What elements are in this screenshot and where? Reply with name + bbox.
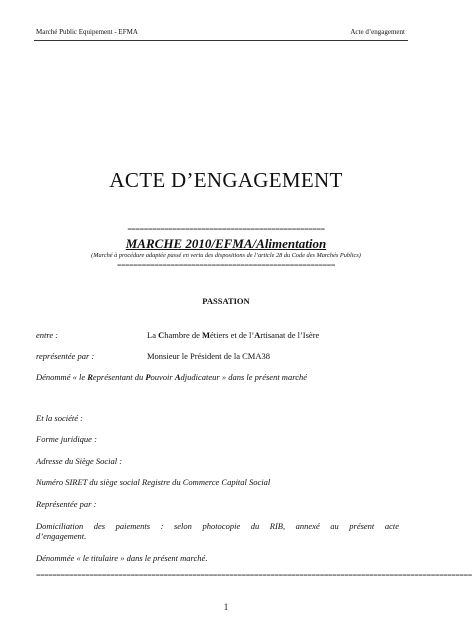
entre-label: entre :: [36, 330, 59, 340]
entre-text-2: hambre de: [164, 330, 202, 340]
separator-mid: =====================================================: [117, 261, 335, 270]
section-heading: PASSATION: [202, 296, 250, 306]
denomme-text-1: Dénommé « le: [36, 372, 88, 382]
representee-value: Monsieur le Président de la CMA38: [147, 351, 270, 361]
denomme-text-3: ouvoir: [150, 372, 175, 382]
marche-subtitle: (Marché à procédure adaptée passé en vertu des dispositions de l’article 28 du Code des Marchés Publics): [91, 252, 361, 259]
header-left: Marché Public Equipement - EFMA: [36, 28, 138, 36]
entre-text-1: La: [147, 330, 159, 340]
document-title: ACTE D’ENGAGEMENT: [109, 168, 343, 192]
adresse-field: Adresse du Siège Social :: [36, 456, 123, 466]
domiciliation-line-2: d’engagement.: [36, 531, 87, 541]
denomme-text-2: eprésentant du: [92, 372, 146, 382]
denomme-initial-p: P: [145, 372, 151, 382]
representee2-field: Représentée par :: [36, 499, 97, 509]
denomme-line: [36, 372, 307, 382]
entre-text-3: étiers et de l’: [210, 330, 255, 340]
titulaire-line: Dénommée « le titulaire » dans le présent marché.: [36, 553, 208, 563]
footer-separator: ==========================================================================================================: [36, 571, 472, 580]
denomme-initial-r: R: [87, 372, 93, 382]
marche-title: MARCHE 2010/EFMA/Alimentation: [125, 236, 327, 251]
denomme-initial-a: A: [174, 372, 181, 382]
header-right: Acte d’engagement: [350, 28, 405, 36]
representee-label: représentée par :: [36, 351, 95, 361]
entre-initial-m: M: [202, 330, 211, 340]
entre-text-4: rtisanat de l’Isère: [260, 330, 320, 340]
entre-initial-c: C: [158, 330, 165, 340]
separator-top: ================================================: [127, 225, 325, 234]
societe-field: Et la société :: [36, 413, 83, 423]
forme-juridique-field: Forme juridique :: [36, 434, 97, 444]
domiciliation-line-1: Domiciliation des paiements : selon photocopie du RIB, annexé au présent acte: [36, 521, 399, 531]
entre-initial-a: A: [254, 330, 261, 340]
entre-value: [147, 330, 319, 340]
page-number: 1: [223, 602, 229, 612]
siret-field: Numéro SIRET du siège social Registre du Commerce Capital Social: [36, 477, 271, 487]
denomme-text-4: djudicateur » dans le présent marché: [180, 372, 307, 382]
header-rule: [34, 40, 408, 41]
